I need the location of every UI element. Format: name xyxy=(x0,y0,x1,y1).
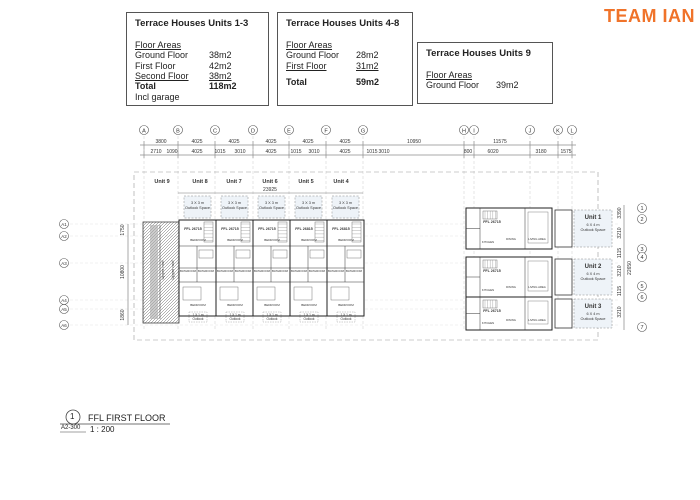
outlook-label: 3 X 3 m xyxy=(264,201,279,205)
outlook-label: Outlook Space xyxy=(296,205,321,210)
grid-label: B xyxy=(176,128,180,135)
outlook-label: 3 X 3 m xyxy=(227,201,242,205)
room-label: BATHROOM xyxy=(346,269,362,273)
outlook-label: Outlook Space xyxy=(580,227,606,232)
dimension-label: 3390 xyxy=(617,207,623,219)
room-label: DINING xyxy=(506,318,516,322)
area-total-row: Total 118m2 xyxy=(135,81,237,92)
outlook-label: 6 X 4 m xyxy=(586,312,600,316)
dimension-label: 4025 xyxy=(339,149,351,155)
dimension-label: 4025 xyxy=(265,149,277,155)
area-row: Second Floor 38m2 xyxy=(135,70,232,81)
ffl-label: FFL 26815 xyxy=(332,227,350,231)
room-label: KITCHEN xyxy=(481,240,495,244)
dimension-label: 1115 xyxy=(617,285,623,297)
room-label: BEDROOM xyxy=(227,303,243,307)
unit-label-east: Unit 2 xyxy=(584,264,602,270)
unit-9-roof-band xyxy=(150,225,158,319)
room-label: DINING xyxy=(506,285,516,289)
ffl-label: FFL 26715 xyxy=(483,220,501,224)
room-label: LIVING AREA xyxy=(528,237,546,241)
grid-label: E xyxy=(287,128,291,135)
grid-label: A1 xyxy=(61,222,67,227)
grid-label: D xyxy=(251,128,255,135)
dimension-label: 3210 xyxy=(617,306,623,318)
ffl-label: FFL 26715 xyxy=(483,269,501,273)
room-label: LIVING AREA xyxy=(528,318,546,322)
unit-label-east: Unit 1 xyxy=(584,215,602,221)
box-title: Terrace Houses Units 4-8 xyxy=(286,18,400,29)
room-label: BATHROOM xyxy=(198,269,214,273)
grid-label: A xyxy=(142,128,146,135)
outlook-small-label: 1 X 1 m xyxy=(340,313,352,317)
grid-label: F xyxy=(324,128,328,135)
dimension-label: 4025 xyxy=(265,139,277,145)
view-sheet: A2-300 xyxy=(61,425,81,431)
outlook-small-label: Outlook xyxy=(192,317,204,322)
room-label: BEDROOM xyxy=(301,303,317,307)
dimension-label: 1090 xyxy=(166,149,178,155)
grid-label: A6 xyxy=(61,323,67,328)
area-row: Ground Floor 38m2 xyxy=(135,50,232,61)
unit-label-west: Unit 5 xyxy=(298,179,314,185)
grid-label: G xyxy=(360,128,366,135)
box-note: Incl garage xyxy=(135,91,180,102)
room-label: KITCHEN xyxy=(481,288,495,292)
outlook-label: Outlook Space xyxy=(580,276,606,281)
room-label: LIVING AREA xyxy=(528,285,546,289)
grid-label: 1 xyxy=(640,206,644,212)
room-label: BEDROOM xyxy=(227,238,243,242)
area-row: Ground Floor 28m2 xyxy=(286,50,379,61)
view-scale: 1 : 200 xyxy=(90,425,115,434)
deck xyxy=(555,299,572,328)
overall-dimension: 23925 xyxy=(263,187,277,193)
grid-label: A5 xyxy=(61,307,67,312)
room-label: BATHROOM xyxy=(272,269,288,273)
view-label xyxy=(60,408,170,438)
area-row: First Floor 31m2 xyxy=(286,60,379,71)
outlook-label: 3 X 3 m xyxy=(190,201,205,205)
grid-label: A2 xyxy=(61,234,67,239)
box-heading: Floor Areas xyxy=(426,69,473,80)
box-heading: Floor Areas xyxy=(135,39,182,50)
dimension-label: 4025 xyxy=(228,139,240,145)
view-number: 1 xyxy=(70,412,75,421)
outlook-small-label: Outlook xyxy=(229,317,241,322)
room-label: BEDROOM xyxy=(301,238,317,242)
dimension-label: 6020 xyxy=(487,149,499,155)
dimension-label: 2710 xyxy=(150,149,162,155)
dimension-label: 4025 xyxy=(191,139,203,145)
grid-label: L xyxy=(570,128,574,135)
dimension-label: 1015 xyxy=(366,149,378,155)
dimension-label: 11575 xyxy=(493,139,507,145)
grid-label: H xyxy=(462,128,466,135)
roof-label: Upper roof xyxy=(160,260,165,280)
outlook-label: Outlook Space xyxy=(580,316,606,321)
grid-label: K xyxy=(556,128,560,135)
ffl-label: FFL 26715 xyxy=(483,309,501,313)
unit-label-west: Unit 6 xyxy=(262,179,278,185)
room-label: KITCHEN xyxy=(481,321,495,325)
room-label: BATHROOM xyxy=(328,269,344,273)
grid-label: 5 xyxy=(640,284,644,290)
area-row: First Floor 42m2 xyxy=(135,60,232,71)
dimension-label: 22650 xyxy=(627,261,633,275)
unit-label-east: Unit 3 xyxy=(584,304,602,310)
grid-label: 4 xyxy=(640,255,644,261)
dimension-label: 1015 xyxy=(290,149,302,155)
box-title: Terrace Houses Units 9 xyxy=(426,48,531,59)
grid-label: 6 xyxy=(640,295,644,301)
outlook-label: Outlook Space xyxy=(259,205,284,210)
box-heading: Floor Areas xyxy=(286,39,333,50)
deck xyxy=(555,259,572,295)
room-label: BATHROOM xyxy=(291,269,307,273)
view-title: FFL FIRST FLOOR xyxy=(88,413,166,423)
room-label: BEDROOM xyxy=(338,303,354,307)
dimension-label: 1860 xyxy=(120,309,126,321)
box-title: Terrace Houses Units 1-3 xyxy=(135,18,249,29)
dimension-label: 1575 xyxy=(560,149,572,155)
outlook-small-label: 1 X 1 m xyxy=(192,313,204,317)
room-label: BATHROOM xyxy=(217,269,233,273)
room-label: BEDROOM xyxy=(190,238,206,242)
unit-label-west: Unit 9 xyxy=(154,179,170,185)
outlook-small-label: Outlook xyxy=(340,317,352,322)
outlook-label: Outlook Space xyxy=(185,205,210,210)
ffl-label: FFL 26715 xyxy=(221,227,239,231)
room-label: BEDROOM xyxy=(338,238,354,242)
area-total-row: Total 59m2 xyxy=(286,76,380,87)
grid-label: 3 xyxy=(640,247,644,253)
grid-label: I xyxy=(473,128,475,135)
room-label: BEDROOM xyxy=(264,238,280,242)
dimension-label: 4025 xyxy=(339,139,351,145)
ffl-label: FFL 26715 xyxy=(184,227,202,231)
team-logo: TEAM IAN xyxy=(604,6,695,26)
outlook-small-label: Outlook xyxy=(266,317,278,322)
dimension-label: 3010 xyxy=(378,149,390,155)
dimension-label: 4025 xyxy=(302,139,314,145)
dimension-label: 10950 xyxy=(407,139,421,145)
room-label: BATHROOM xyxy=(254,269,270,273)
room-label: BEDROOM xyxy=(190,303,206,307)
dimension-label: 4025 xyxy=(191,149,203,155)
room-label: BATHROOM xyxy=(180,269,196,273)
unit-label-west: Unit 4 xyxy=(333,179,349,185)
grid-label: C xyxy=(213,128,217,135)
grid-label: A3 xyxy=(61,261,67,266)
room-label: BATHROOM xyxy=(309,269,325,273)
grid-label: 2 xyxy=(640,217,644,223)
unit-label-west: Unit 8 xyxy=(192,179,208,185)
room-label: BEDROOM xyxy=(264,303,280,307)
room-label: BATHROOM xyxy=(235,269,251,273)
ffl-label: FFL 26715 xyxy=(258,227,276,231)
area-row: Ground Floor 39m2 xyxy=(426,80,519,91)
dimension-label: 1015 xyxy=(214,149,226,155)
dimension-label: 3210 xyxy=(617,227,623,239)
outlook-small-label: 1 X 1 m xyxy=(229,313,241,317)
outlook-small-label: 1 X 1 m xyxy=(303,313,315,317)
deck xyxy=(555,210,572,247)
dimension-label: 3800 xyxy=(155,139,167,145)
dimension-label: 1750 xyxy=(120,224,126,236)
grid-label: J xyxy=(528,128,532,135)
outlook-label: 3 X 3 m xyxy=(301,201,316,205)
ffl-label: FFL 26815 xyxy=(295,227,313,231)
outlook-label: Outlook Space xyxy=(333,205,358,210)
room-label: DINING xyxy=(506,237,516,241)
roof-label: Upper roof xyxy=(170,260,175,280)
unit-label-west: Unit 7 xyxy=(226,179,242,185)
dimension-label: 3010 xyxy=(234,149,246,155)
outlook-label: Outlook Space xyxy=(222,205,247,210)
outlook-label: 6 X 4 m xyxy=(586,272,600,276)
dimension-label: 800 xyxy=(463,149,473,155)
dimension-label: 1115 xyxy=(617,247,623,259)
outlook-small-label: 1 X 1 m xyxy=(266,313,278,317)
dimension-label: 3010 xyxy=(308,149,320,155)
dimension-label: 3210 xyxy=(617,265,623,277)
dimension-label: 3180 xyxy=(535,149,547,155)
grid-label: A4 xyxy=(61,298,67,303)
dimension-label: 10800 xyxy=(120,265,126,279)
outlook-label: 3 X 3 m xyxy=(338,201,353,205)
grid-label: 7 xyxy=(640,325,644,331)
outlook-small-label: Outlook xyxy=(303,317,315,322)
outlook-label: 6 X 4 m xyxy=(586,223,600,227)
